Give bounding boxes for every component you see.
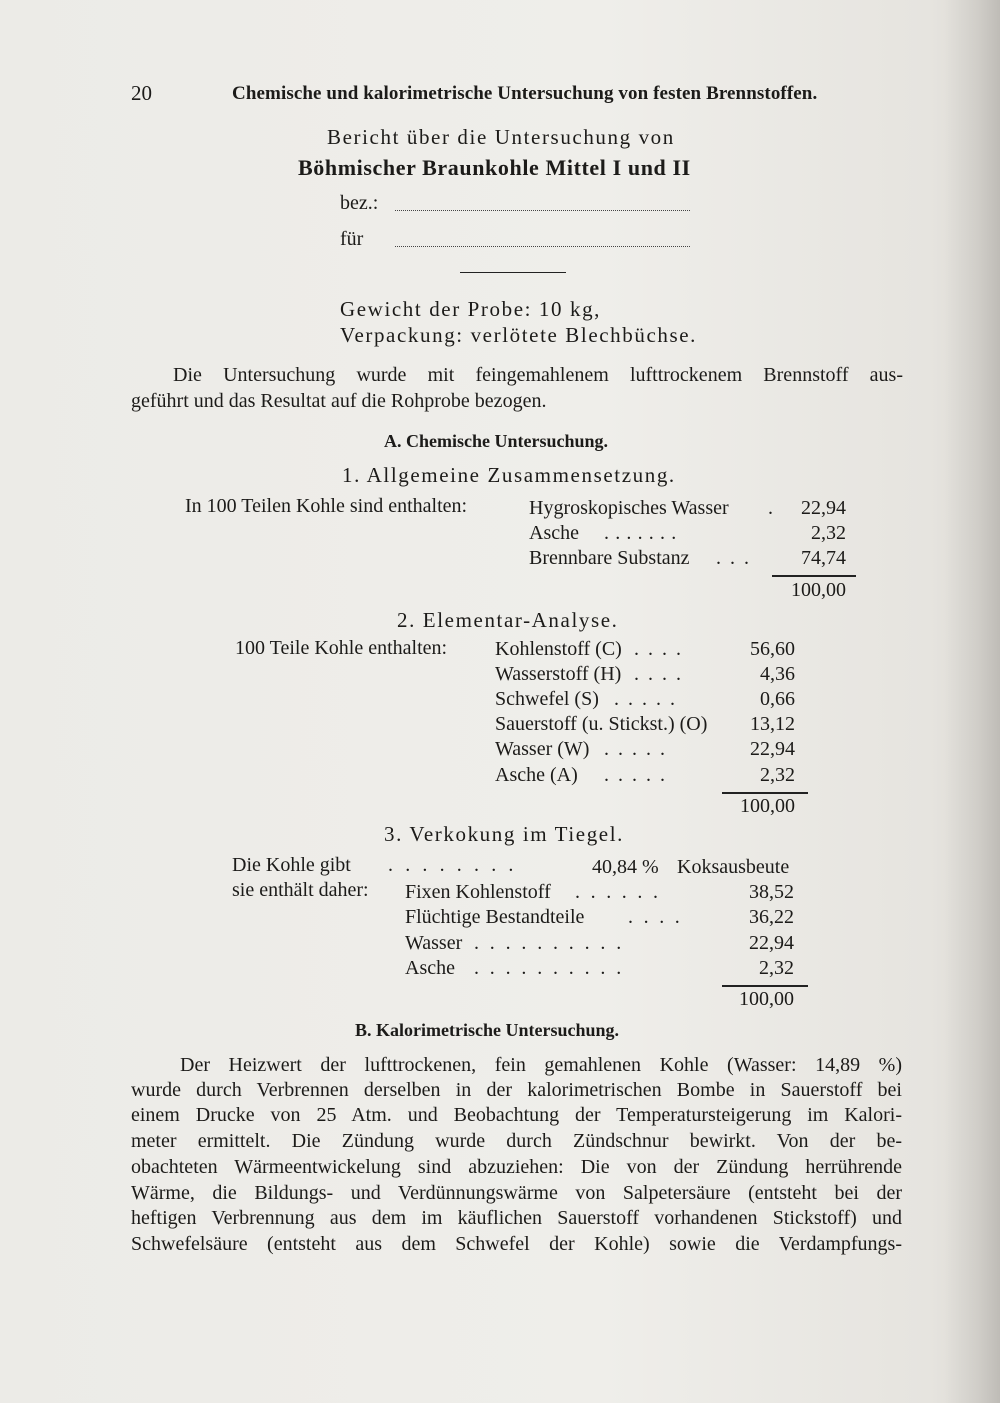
sub3-row-dots: . . . . — [628, 906, 683, 928]
sub3-row-label: Wasser — [405, 932, 463, 954]
sub2-row-label: Schwefel (S) — [495, 688, 599, 710]
page-edge-shadow — [944, 0, 1000, 1403]
sub3-yield-dots: . . . . . . . . — [388, 854, 517, 876]
sub2-row-value: 13,12 — [750, 713, 795, 735]
sub3-yield-value: 40,84 % — [592, 856, 659, 878]
calorimetry-line: Wärme, die Bildungs- und Verdünnungswärme von Salpetersäure (entsteht bei der — [131, 1182, 902, 1204]
sub3-row-dots: . . . . . . . . . . — [474, 957, 625, 979]
sub1-row-dots: . . . . . . . — [604, 522, 677, 544]
report-title-line2: Böhmischer Braunkohle Mittel I und II — [298, 155, 691, 180]
sub3-row-value: 2,32 — [759, 957, 794, 979]
sub3-yield-tail: Koksausbeute — [677, 856, 790, 878]
sub3-total-rule — [722, 985, 808, 987]
sample-weight: Gewicht der Probe: 10 kg, — [340, 297, 602, 321]
sub2-row-label: Wasser (W) — [495, 738, 590, 760]
sub1-row-label: Asche — [529, 522, 579, 544]
sub2-row-value: 0,66 — [760, 688, 795, 710]
sub2-lead: 100 Teile Kohle enthalten: — [235, 637, 448, 659]
sub1-lead: In 100 Teilen Kohle sind enthalten: — [185, 495, 468, 517]
calorimetry-line: obachteten Wärmeentwickelung sind abzuziehen: Die von der Zündung herrührende — [131, 1156, 902, 1178]
fuer-fill-line — [395, 246, 690, 247]
sub2-row-dots: . . . . . — [604, 764, 667, 786]
page-number: 20 — [131, 81, 152, 105]
intro-line-2: geführt und das Resultat auf die Rohprobe bezogen. — [131, 390, 547, 412]
sub2-row-label: Wasserstoff (H) — [495, 663, 622, 685]
calorimetry-line: heftigen Verbrennung aus dem im käuflichen Sauerstoff vorhandenen Stickstoff) und — [131, 1207, 902, 1229]
sub2-row-label: Kohlenstoff (C) — [495, 638, 622, 660]
fuer-label: für — [340, 228, 364, 250]
sub3-row-label: Fixen Kohlenstoff — [405, 881, 551, 903]
sub3-row-label: Flüchtige Bestandteile — [405, 906, 585, 928]
sub3-row-value: 36,22 — [749, 906, 794, 928]
sub1-row-label: Hygroskopisches Wasser — [529, 497, 729, 519]
sub3-row-value: 22,94 — [749, 932, 794, 954]
sub3-row-value: 38,52 — [749, 881, 794, 903]
calorimetry-line: Schwefelsäure (entsteht aus dem Schwefel der Kohle) sowie die Verdampfungs- — [131, 1233, 902, 1255]
sub1-row-dots: . . . — [716, 547, 751, 569]
sub1-heading: 1. Allgemeine Zusammensetzung. — [342, 463, 676, 487]
bez-fill-line — [395, 210, 690, 211]
running-title: Chemische und kalorimetrische Untersuchung von festen Brennstoffen. — [232, 83, 818, 104]
sub3-row-label: Asche — [405, 957, 455, 979]
sub3-heading: 3. Verkokung im Tiegel. — [384, 822, 625, 846]
report-title-line1: Bericht über die Untersuchung von — [327, 125, 675, 149]
sub2-row-label: Sauerstoff (u. Stickst.) (O) — [495, 713, 708, 735]
sub2-row-value: 4,36 — [760, 663, 795, 685]
sub3-row-dots: . . . . . . — [575, 881, 661, 903]
sub1-total: 100,00 — [791, 579, 846, 601]
section-a-heading: A. Chemische Untersuchung. — [384, 431, 609, 451]
sub2-total: 100,00 — [740, 795, 795, 817]
sub2-heading: 2. Elementar-Analyse. — [397, 608, 619, 632]
sub2-row-dots: . . . . . — [604, 738, 667, 760]
calorimetry-line: meter ermittelt. Die Zündung wurde durch Zündschnur bewirkt. Von der be- — [131, 1130, 902, 1152]
title-separator-rule — [460, 272, 566, 273]
sub1-row-dots: . — [768, 497, 773, 519]
sub3-row-dots: . . . . . . . . . . — [474, 932, 625, 954]
sub1-total-rule — [772, 575, 856, 577]
intro-line-1: Die Untersuchung wurde mit feingemahlenem lufttrockenem Brennstoff aus- — [173, 364, 903, 386]
sub2-row-value: 2,32 — [760, 764, 795, 786]
sub1-row-label: Brennbare Substanz — [529, 547, 690, 569]
sub2-row-dots: . . . . — [634, 663, 683, 685]
sub2-total-rule — [722, 792, 808, 794]
section-b-heading: B. Kalorimetrische Untersuchung. — [355, 1020, 619, 1040]
sub1-row-value: 2,32 — [811, 522, 846, 544]
sub3-total: 100,00 — [739, 988, 794, 1010]
sub1-row-value: 74,74 — [801, 547, 846, 569]
calorimetry-line: wurde durch Verbrennen derselben in der kalorimetrischen Bombe in Sauerstoff bei — [131, 1079, 902, 1101]
sub3-lead: sie enthält daher: — [232, 879, 369, 901]
calorimetry-line: einem Drucke von 25 Atm. und Beobachtung der Temperatursteigerung im Kalori- — [131, 1104, 902, 1126]
calorimetry-line: Der Heizwert der lufttrockenen, fein gemahlenen Kohle (Wasser: 14,89 %) — [180, 1054, 902, 1076]
sub2-row-value: 22,94 — [750, 738, 795, 760]
sample-packing: Verpackung: verlötete Blechbüchse. — [340, 323, 698, 347]
sub2-row-label: Asche (A) — [495, 764, 578, 786]
sub1-row-value: 22,94 — [801, 497, 846, 519]
sub2-row-dots: . . . . — [634, 638, 683, 660]
bez-label: bez.: — [340, 192, 379, 214]
sub3-yield-lead: Die Kohle gibt — [232, 854, 351, 876]
sub2-row-value: 56,60 — [750, 638, 795, 660]
sub2-row-dots: . . . . . — [614, 688, 677, 710]
